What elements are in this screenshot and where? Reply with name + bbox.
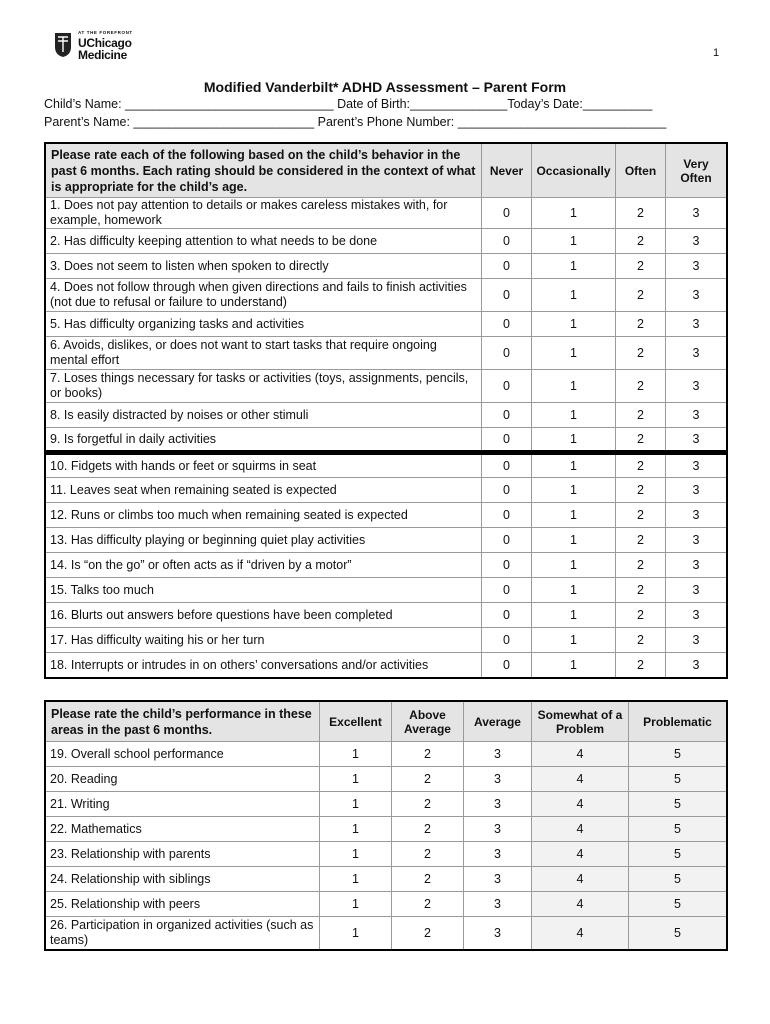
item-text: 15. Talks too much xyxy=(46,578,482,603)
score-option[interactable]: 1 xyxy=(532,628,616,653)
item-text: 1. Does not pay attention to details or makes careless mistakes with, for example, homework xyxy=(46,198,482,229)
option-above-average: Above Average xyxy=(392,702,464,742)
item-text: 8. Is easily distracted by noises or other stimuli xyxy=(46,403,482,428)
score-option[interactable]: 3 xyxy=(464,792,532,817)
score-option[interactable]: 0 xyxy=(482,653,532,678)
score-option[interactable]: 0 xyxy=(482,528,532,553)
score-option[interactable]: 5 xyxy=(629,892,727,917)
behavior-prompt: Please rate each of the following based on the child’s behavior in the past 6 months. Each rating should be considered in the context of what is appropriate for the child’s age. xyxy=(46,144,482,198)
score-option[interactable]: 5 xyxy=(629,817,727,842)
page-number: 1 xyxy=(713,47,720,59)
score-option[interactable]: 2 xyxy=(616,628,666,653)
score-option[interactable]: 4 xyxy=(532,917,629,950)
score-option[interactable]: 0 xyxy=(482,312,532,337)
score-option[interactable]: 2 xyxy=(616,553,666,578)
score-option[interactable]: 5 xyxy=(629,767,727,792)
table-row xyxy=(46,370,727,403)
score-option[interactable]: 0 xyxy=(482,229,532,254)
table-row xyxy=(46,603,727,628)
score-option[interactable]: 1 xyxy=(532,254,616,279)
score-option[interactable]: 2 xyxy=(616,578,666,603)
item-text: 21. Writing xyxy=(46,792,320,817)
item-text: 11. Leaves seat when remaining seated is expected xyxy=(46,478,482,503)
score-option[interactable]: 2 xyxy=(616,503,666,528)
score-option[interactable]: 1 xyxy=(320,867,392,892)
score-option[interactable]: 3 xyxy=(666,198,727,229)
score-option[interactable]: 2 xyxy=(616,478,666,503)
item-text: 2. Has difficulty keeping attention to what needs to be done xyxy=(46,229,482,254)
table-row xyxy=(46,578,727,603)
score-option[interactable]: 1 xyxy=(320,842,392,867)
score-option[interactable]: 3 xyxy=(666,370,727,403)
score-option[interactable]: 2 xyxy=(616,603,666,628)
item-text: 20. Reading xyxy=(46,767,320,792)
score-option[interactable]: 5 xyxy=(629,792,727,817)
table-row xyxy=(46,478,727,503)
score-option[interactable]: 5 xyxy=(629,742,727,767)
score-option[interactable]: 1 xyxy=(320,917,392,950)
uchicago-medicine-logo xyxy=(54,30,144,62)
item-text: 19. Overall school performance xyxy=(46,742,320,767)
score-option[interactable]: 3 xyxy=(464,817,532,842)
score-option[interactable]: 1 xyxy=(320,817,392,842)
score-option[interactable]: 0 xyxy=(482,370,532,403)
item-text: 7. Loses things necessary for tasks or activities (toys, assignments, pencils, or books) xyxy=(46,370,482,403)
behavior-rating-table xyxy=(45,143,727,678)
item-text: 4. Does not follow through when given directions and fails to finish activities (not due to refusal or failure to understand) xyxy=(46,279,482,312)
item-text: 5. Has difficulty organizing tasks and activities xyxy=(46,312,482,337)
table-header-row xyxy=(46,702,727,742)
score-option[interactable]: 1 xyxy=(532,403,616,428)
table-row xyxy=(46,553,727,578)
score-option[interactable]: 0 xyxy=(482,578,532,603)
score-option[interactable]: 0 xyxy=(482,453,532,478)
table-header-row xyxy=(46,144,727,198)
score-option[interactable]: 2 xyxy=(392,867,464,892)
item-text: 25. Relationship with peers xyxy=(46,892,320,917)
score-option[interactable]: 2 xyxy=(616,528,666,553)
option-average: Average xyxy=(464,702,532,742)
item-text: 9. Is forgetful in daily activities xyxy=(46,428,482,453)
logo-line1: UChicago xyxy=(78,36,132,50)
score-option[interactable]: 1 xyxy=(532,428,616,453)
score-option[interactable]: 1 xyxy=(320,892,392,917)
score-option[interactable]: 4 xyxy=(532,842,629,867)
score-option[interactable]: 4 xyxy=(532,742,629,767)
logo-line2: Medicine xyxy=(78,48,127,62)
option-never: Never xyxy=(482,144,532,198)
score-option[interactable]: 3 xyxy=(464,892,532,917)
score-option[interactable]: 5 xyxy=(629,867,727,892)
score-option[interactable]: 3 xyxy=(666,628,727,653)
score-option[interactable]: 2 xyxy=(392,817,464,842)
table-row xyxy=(46,337,727,370)
table-row xyxy=(46,817,727,842)
table-row xyxy=(46,628,727,653)
score-option[interactable]: 1 xyxy=(320,792,392,817)
item-text: 17. Has difficulty waiting his or her turn xyxy=(46,628,482,653)
score-option[interactable]: 1 xyxy=(532,603,616,628)
score-option[interactable]: 2 xyxy=(392,792,464,817)
score-option[interactable]: 1 xyxy=(532,578,616,603)
table-row xyxy=(46,503,727,528)
table-row xyxy=(46,312,727,337)
score-option[interactable]: 2 xyxy=(616,370,666,403)
performance-rating-table xyxy=(45,701,727,950)
score-option[interactable]: 2 xyxy=(616,229,666,254)
score-option[interactable]: 0 xyxy=(482,553,532,578)
score-option[interactable]: 3 xyxy=(666,478,727,503)
table-row xyxy=(46,198,727,229)
table-row xyxy=(46,653,727,678)
score-option[interactable]: 3 xyxy=(666,528,727,553)
option-often: Often xyxy=(616,144,666,198)
item-text: 14. Is “on the go” or often acts as if “driven by a motor” xyxy=(46,553,482,578)
score-option[interactable]: 1 xyxy=(532,528,616,553)
score-option[interactable]: 3 xyxy=(666,578,727,603)
logo-tagline: AT THE FOREFRONT xyxy=(78,30,133,35)
option-somewhat-problem: Somewhat of a Problem xyxy=(532,702,629,742)
score-option[interactable]: 2 xyxy=(616,198,666,229)
score-option[interactable]: 2 xyxy=(616,403,666,428)
score-option[interactable]: 4 xyxy=(532,817,629,842)
option-excellent: Excellent xyxy=(320,702,392,742)
score-option[interactable]: 1 xyxy=(532,198,616,229)
score-option[interactable]: 3 xyxy=(666,279,727,312)
score-option[interactable]: 1 xyxy=(320,742,392,767)
shield-icon xyxy=(54,32,72,58)
performance-prompt: Please rate the child’s performance in these areas in the past 6 months. xyxy=(46,702,320,742)
item-text: 16. Blurts out answers before questions have been completed xyxy=(46,603,482,628)
score-option[interactable]: 4 xyxy=(532,792,629,817)
score-option[interactable]: 2 xyxy=(616,337,666,370)
child-info-line: Child’s Name: ______________________________ Date of Birth:______________Today’s Date:__________ xyxy=(44,97,653,111)
table-row xyxy=(46,403,727,428)
score-option[interactable]: 3 xyxy=(666,229,727,254)
item-text: 23. Relationship with parents xyxy=(46,842,320,867)
score-option[interactable]: 2 xyxy=(616,653,666,678)
score-option[interactable]: 1 xyxy=(532,312,616,337)
score-option[interactable]: 3 xyxy=(666,453,727,478)
score-option[interactable]: 3 xyxy=(464,767,532,792)
table-row xyxy=(46,767,727,792)
score-option[interactable]: 1 xyxy=(532,453,616,478)
table-row xyxy=(46,842,727,867)
score-option[interactable]: 1 xyxy=(532,478,616,503)
score-option[interactable]: 0 xyxy=(482,428,532,453)
table-row xyxy=(46,453,727,478)
item-text: 13. Has difficulty playing or beginning quiet play activities xyxy=(46,528,482,553)
table-row xyxy=(46,892,727,917)
score-option[interactable]: 0 xyxy=(482,403,532,428)
item-text: 18. Interrupts or intrudes in on others’ conversations and/or activities xyxy=(46,653,482,678)
score-option[interactable]: 2 xyxy=(392,842,464,867)
score-option[interactable]: 4 xyxy=(532,892,629,917)
score-option[interactable]: 2 xyxy=(616,428,666,453)
score-option[interactable]: 1 xyxy=(320,767,392,792)
score-option[interactable]: 4 xyxy=(532,767,629,792)
score-option[interactable]: 0 xyxy=(482,254,532,279)
score-option[interactable]: 0 xyxy=(482,478,532,503)
page-title: Modified Vanderbilt* ADHD Assessment – Parent Form xyxy=(203,79,567,95)
score-option[interactable]: 3 xyxy=(666,503,727,528)
score-option[interactable]: 0 xyxy=(482,603,532,628)
table-row xyxy=(46,528,727,553)
score-option[interactable]: 0 xyxy=(482,628,532,653)
score-option[interactable]: 1 xyxy=(532,337,616,370)
score-option[interactable]: 2 xyxy=(392,767,464,792)
score-option[interactable]: 2 xyxy=(616,312,666,337)
score-option[interactable]: 3 xyxy=(666,653,727,678)
score-option[interactable]: 1 xyxy=(532,279,616,312)
table-row xyxy=(46,867,727,892)
score-option[interactable]: 1 xyxy=(532,370,616,403)
score-option[interactable]: 3 xyxy=(464,917,532,950)
score-option[interactable]: 5 xyxy=(629,917,727,950)
score-option[interactable]: 2 xyxy=(616,279,666,312)
score-option[interactable]: 3 xyxy=(464,867,532,892)
item-text: 24. Relationship with siblings xyxy=(46,867,320,892)
score-option[interactable]: 3 xyxy=(666,428,727,453)
option-occasionally: Occasionally xyxy=(532,144,616,198)
table-row xyxy=(46,254,727,279)
score-option[interactable]: 2 xyxy=(392,742,464,767)
score-option[interactable]: 3 xyxy=(666,337,727,370)
option-very-often: Very Often xyxy=(666,144,727,198)
score-option[interactable]: 5 xyxy=(629,842,727,867)
score-option[interactable]: 3 xyxy=(666,603,727,628)
table-row xyxy=(46,742,727,767)
item-text: 12. Runs or climbs too much when remaining seated is expected xyxy=(46,503,482,528)
score-option[interactable]: 1 xyxy=(532,503,616,528)
score-option[interactable]: 3 xyxy=(666,254,727,279)
table-row xyxy=(46,279,727,312)
score-option[interactable]: 1 xyxy=(532,229,616,254)
score-option[interactable]: 3 xyxy=(666,403,727,428)
score-option[interactable]: 2 xyxy=(392,917,464,950)
score-option[interactable]: 4 xyxy=(532,867,629,892)
score-option[interactable]: 2 xyxy=(616,254,666,279)
item-text: 26. Participation in organized activities (such as teams) xyxy=(46,917,320,950)
table-row xyxy=(46,792,727,817)
score-option[interactable]: 3 xyxy=(464,742,532,767)
score-option[interactable]: 2 xyxy=(616,453,666,478)
score-option[interactable]: 1 xyxy=(532,653,616,678)
score-option[interactable]: 0 xyxy=(482,279,532,312)
table-row xyxy=(46,917,727,950)
option-problematic: Problematic xyxy=(629,702,727,742)
score-option[interactable]: 0 xyxy=(482,337,532,370)
score-option[interactable]: 3 xyxy=(464,842,532,867)
table-row xyxy=(46,428,727,453)
table-row xyxy=(46,229,727,254)
score-option[interactable]: 0 xyxy=(482,198,532,229)
score-option[interactable]: 3 xyxy=(666,312,727,337)
item-text: 3. Does not seem to listen when spoken to directly xyxy=(46,254,482,279)
score-option[interactable]: 0 xyxy=(482,503,532,528)
item-text: 22. Mathematics xyxy=(46,817,320,842)
item-text: 10. Fidgets with hands or feet or squirms in seat xyxy=(46,453,482,478)
parent-info-line: Parent’s Name: __________________________ Parent’s Phone Number: ______________________________ xyxy=(44,115,667,129)
score-option[interactable]: 2 xyxy=(392,892,464,917)
score-option[interactable]: 3 xyxy=(666,553,727,578)
score-option[interactable]: 1 xyxy=(532,553,616,578)
item-text: 6. Avoids, dislikes, or does not want to start tasks that require ongoing mental effort xyxy=(46,337,482,370)
